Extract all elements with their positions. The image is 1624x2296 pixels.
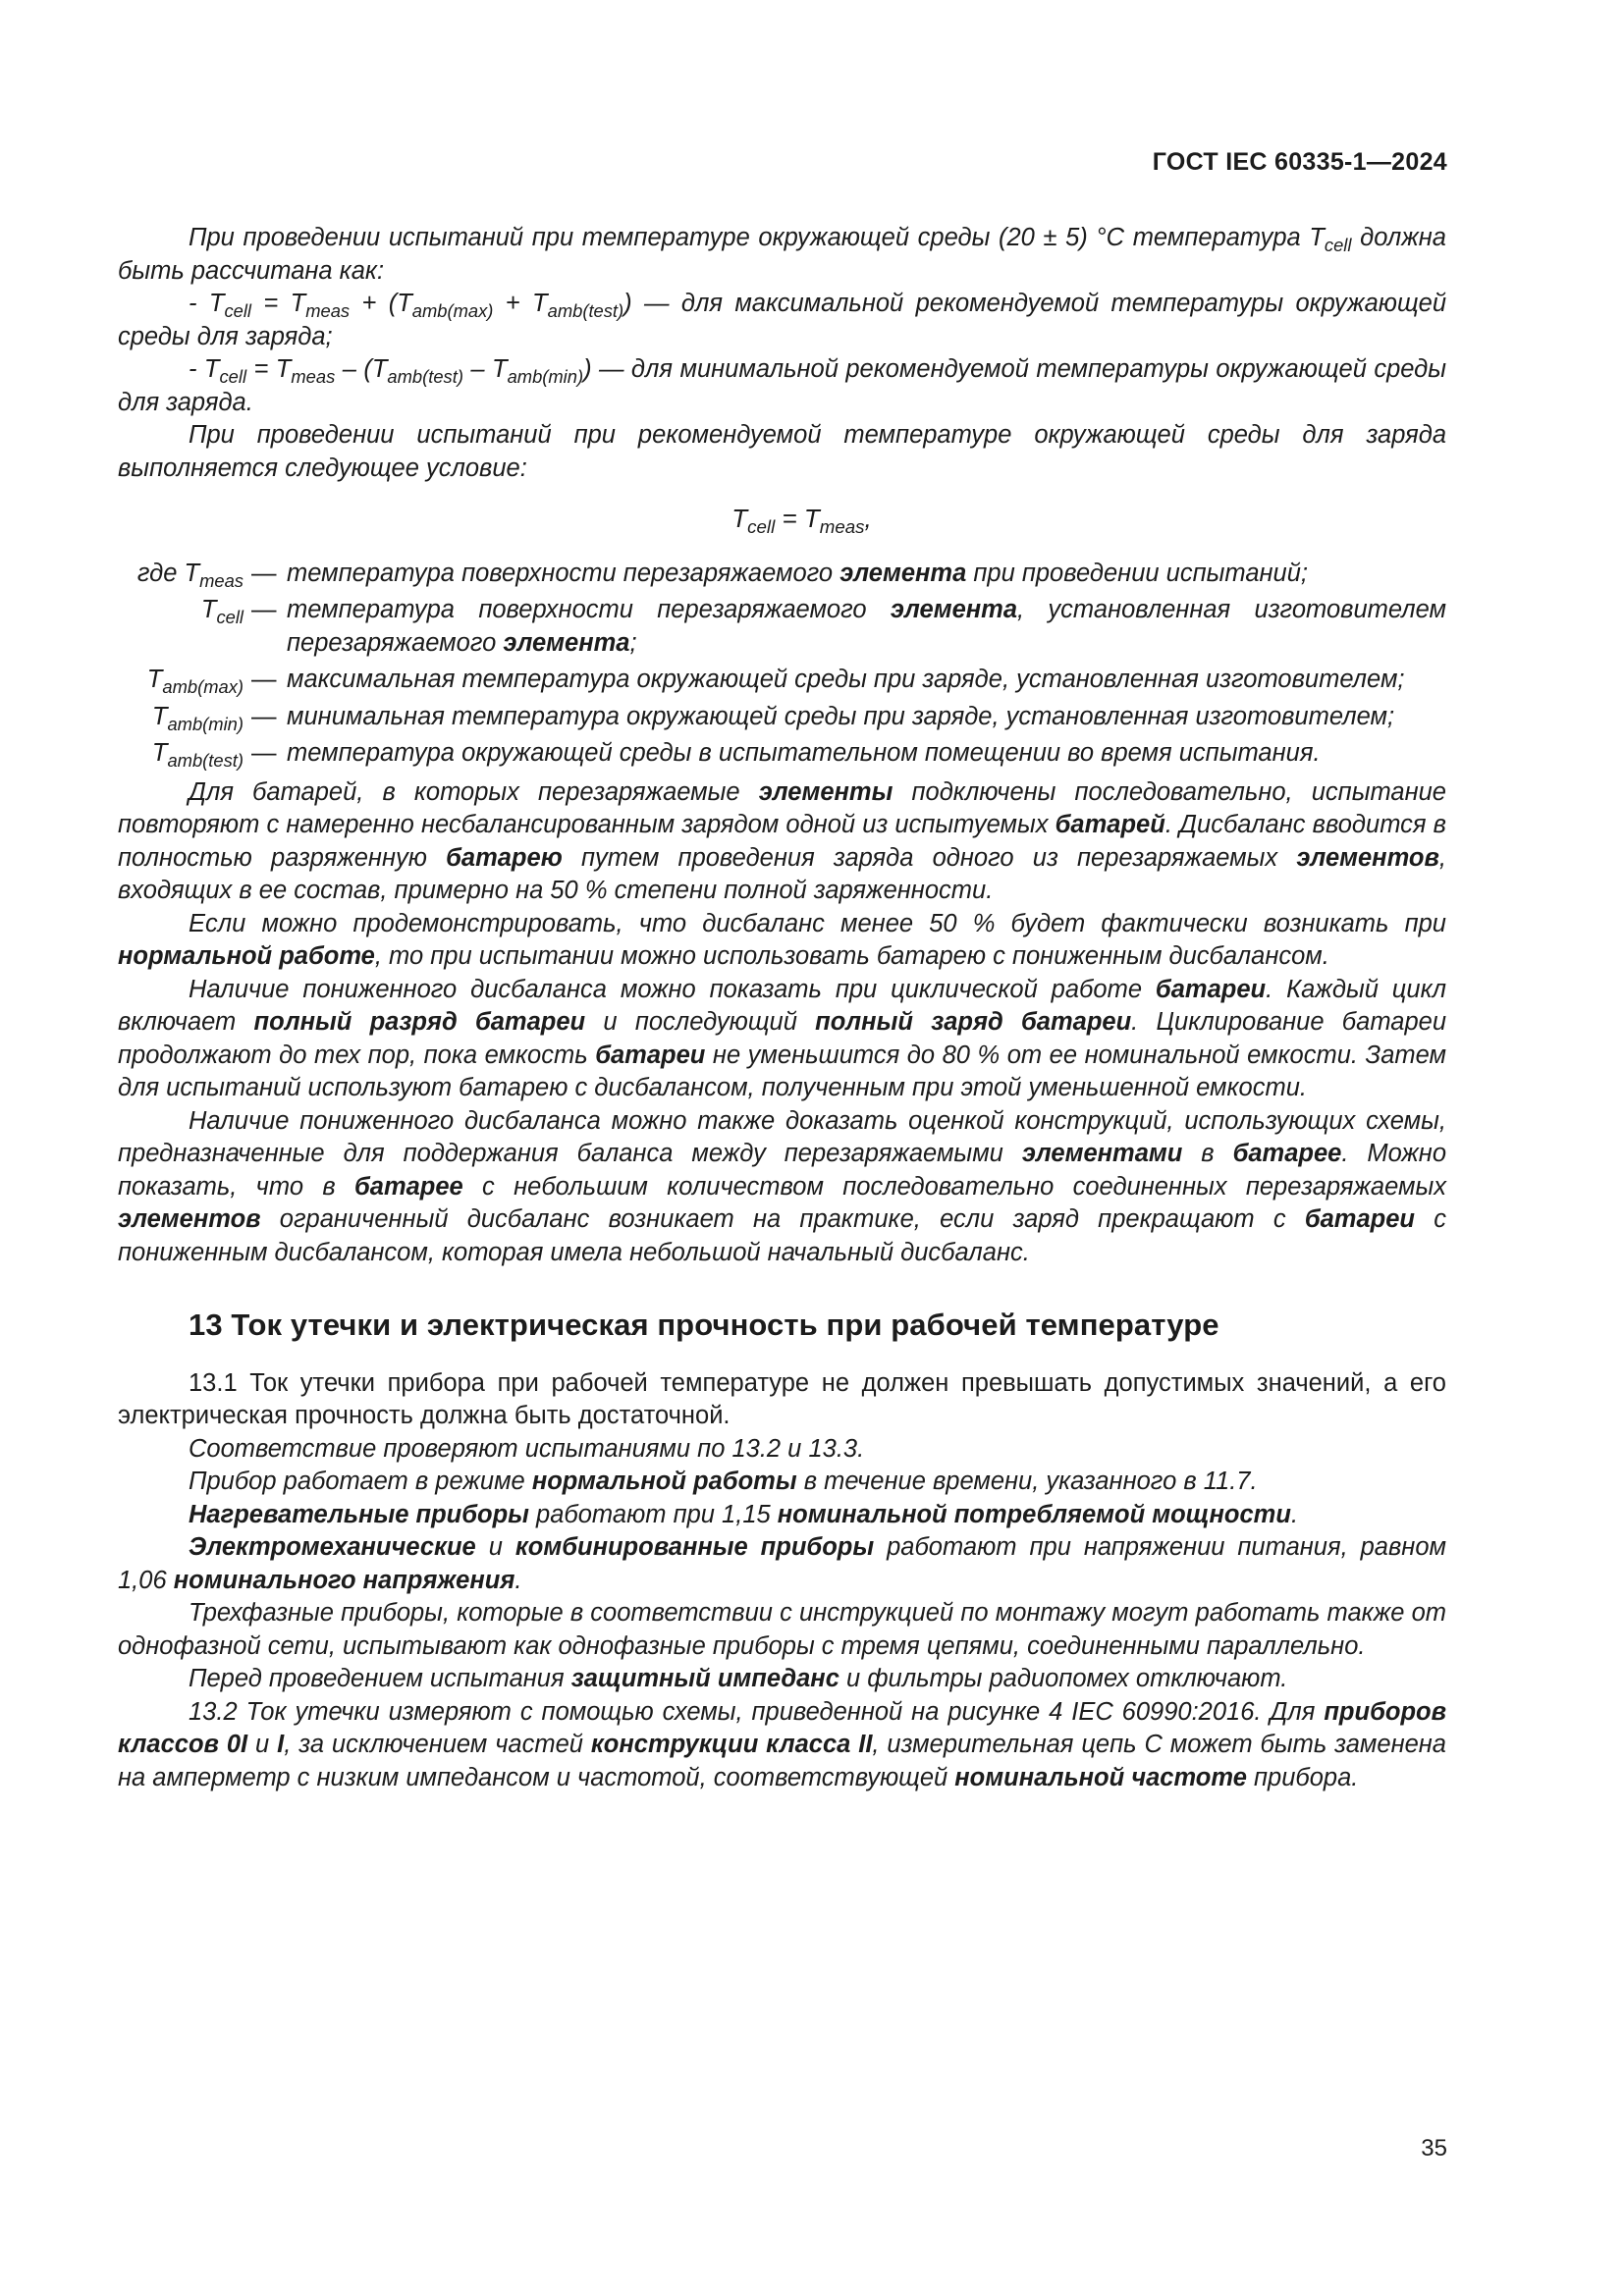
- text: температура поверхности перезаряжаемого: [287, 596, 891, 623]
- text: + T: [493, 290, 548, 317]
- definition-row: [118, 594, 1446, 660]
- text: + (T: [350, 290, 412, 317]
- term-bold: батарей: [1055, 811, 1165, 838]
- term-bold: элементов: [118, 1205, 261, 1233]
- definition-desc: [287, 558, 1446, 591]
- text: ;: [629, 628, 637, 657]
- text: и фильтры радиопомех отключают.: [839, 1665, 1288, 1692]
- text: ) — для максимальной рекомендуемой температуры окружающей среды для заряда;: [118, 290, 1447, 350]
- definition-dash: —: [251, 739, 277, 767]
- text: где T: [136, 559, 200, 587]
- subscript: amb(max): [162, 675, 244, 697]
- reduced-imbalance-paragraph: [118, 908, 1446, 974]
- text: T: [146, 666, 163, 693]
- text: прибора.: [1246, 1763, 1359, 1791]
- text: при проведении испытаний;: [966, 559, 1308, 587]
- text: Перед проведением испытания: [189, 1665, 571, 1692]
- text: и: [475, 1533, 515, 1561]
- text: , установленная изготовителем перезаряжаемого: [287, 596, 1446, 657]
- term-bold: приборов классов 0I: [118, 1697, 1446, 1758]
- text: работают при 1,15: [528, 1500, 778, 1528]
- subscript: amb(max): [411, 299, 494, 321]
- text: = T: [246, 355, 292, 383]
- compliance-paragraph: Соответствие проверяют испытаниями по 13.2 и 13.3.: [189, 1434, 865, 1463]
- text: . Каждый цикл включает: [118, 975, 1446, 1036]
- term-bold: нормальной работы: [531, 1468, 797, 1495]
- text: - T: [189, 290, 225, 317]
- text: , измерительная цепь С может быть заменена на амперметр с низким импедансом и частотой, соответствующей: [118, 1731, 1446, 1791]
- balance-design-paragraph: [118, 1105, 1446, 1270]
- clause-13-1: 13.1 Ток утечки прибора при рабочей температуре не должен превышать допустимых значений, а его электрическая прочность должна быть достаточной.: [118, 1368, 1446, 1429]
- subscript: cell: [747, 515, 776, 537]
- text: работают при напряжении питания, равном 1,06: [118, 1533, 1446, 1594]
- definition-term: [118, 558, 251, 591]
- term-bold: номинальной частоте: [954, 1763, 1247, 1791]
- term-bold: батареи: [595, 1041, 706, 1069]
- motor-paragraph: [118, 1531, 1446, 1597]
- term-bold: номинального напряжения: [173, 1566, 515, 1594]
- term-bold: полный заряд батареи: [815, 1008, 1132, 1036]
- term-bold: батарею: [446, 843, 563, 872]
- definition-list: [118, 558, 1446, 771]
- subscript: meas: [819, 515, 865, 537]
- term-bold: батарее: [353, 1172, 463, 1201]
- text: путем проведения заряда одного из перезаряжаемых: [562, 843, 1297, 872]
- text: , за исключением частей: [284, 1731, 591, 1758]
- definition-row: [118, 737, 1446, 771]
- subscript: meas: [291, 365, 336, 387]
- term-bold: защитный импеданс: [570, 1665, 839, 1692]
- intro-paragraph: [118, 222, 1446, 288]
- text: T: [731, 504, 748, 533]
- term-bold: элемента: [503, 628, 630, 657]
- subscript: cell: [224, 299, 251, 321]
- text: T: [151, 702, 168, 730]
- definition-row: [118, 701, 1446, 734]
- subscript: amb(test): [167, 749, 244, 771]
- term-bold: элементами: [1021, 1140, 1183, 1167]
- term-bold: элементов: [1296, 843, 1439, 872]
- text: должна быть рассчитана как:: [118, 224, 1446, 285]
- text: , входящих в ее состав, примерно на 50 % степени полной заряженности.: [118, 843, 1446, 904]
- term-bold: элемента: [890, 596, 1018, 623]
- term-bold: батарее: [1232, 1140, 1342, 1167]
- subscript: meas: [305, 299, 351, 321]
- section-heading: 13 Ток утечки и электрическая прочность при рабочей температуре: [189, 1308, 1219, 1342]
- standard-header: ГОСТ IEC 60335-1—2024: [1152, 148, 1447, 176]
- formula-item-min: [118, 353, 1446, 419]
- text: в течение времени, указанного в 11.7.: [796, 1468, 1258, 1495]
- subscript: amb(min): [167, 713, 244, 734]
- definition-term: [118, 664, 251, 697]
- subscript: meas: [199, 569, 244, 591]
- term-bold: батареи: [1304, 1205, 1415, 1233]
- text: Прибор работает в режиме: [189, 1468, 532, 1495]
- text: .: [1290, 1500, 1299, 1528]
- formula-item-max: [118, 288, 1446, 353]
- text: - T: [189, 355, 220, 383]
- term-bold: нормальной работе: [118, 942, 375, 970]
- definition-desc: температура окружающей среды в испытательном помещении во время испытания.: [287, 739, 1321, 767]
- text: с пониженным дисбалансом, которая имела небольшой начальный дисбаланс.: [118, 1205, 1446, 1266]
- text: = T: [775, 504, 820, 533]
- term-bold: комбинированные приборы: [514, 1533, 875, 1561]
- subscript: amb(test): [387, 365, 463, 387]
- subscript: cell: [1324, 234, 1352, 255]
- text: температура поверхности перезаряжаемого: [287, 559, 840, 587]
- text: и последующий: [585, 1008, 816, 1036]
- text: 13.2 Ток утечки измеряют с помощью схемы, приведенной на рисунке 4 IEC 60990:2016. Для: [189, 1697, 1325, 1726]
- text: T: [200, 596, 217, 623]
- subscript: amb(min): [507, 365, 584, 387]
- subscript: cell: [216, 606, 244, 627]
- term-bold: полный разряд батареи: [253, 1008, 586, 1036]
- definition-term: [118, 594, 251, 627]
- definition-dash: —: [251, 702, 277, 730]
- clause-13-2: [118, 1696, 1446, 1795]
- text: в: [1182, 1140, 1233, 1167]
- definition-dash: —: [251, 596, 277, 623]
- operation-paragraph: [118, 1466, 1446, 1499]
- text: . Можно показать, что в: [118, 1140, 1447, 1201]
- text: Если можно продемонстрировать, что дисбаланс менее 50 % будет фактически возникать при: [189, 909, 1446, 937]
- text: При проведении испытаний при температуре окружающей среды (20 ± 5) °С температура T: [189, 224, 1325, 251]
- definition-desc: минимальная температура окружающей среды при заряде, установленная изготовителем;: [287, 702, 1395, 730]
- term-bold: конструкции класса II: [590, 1731, 873, 1758]
- subscript: cell: [219, 365, 247, 387]
- text: ограниченный дисбаланс возникает на практике, если заряд прекращают с: [260, 1205, 1305, 1233]
- definition-desc: максимальная температура окружающей среды при заряде, установленная изготовителем;: [287, 666, 1405, 693]
- impedance-paragraph: [118, 1663, 1446, 1696]
- text: с небольшим количеством последовательно соединенных перезаряжаемых: [462, 1172, 1447, 1201]
- term-bold: Электромеханические: [189, 1533, 476, 1561]
- text: T: [151, 739, 168, 767]
- definition-term: [118, 737, 251, 771]
- term-bold: элемента: [839, 559, 967, 587]
- term-bold: I: [277, 1731, 285, 1758]
- term-bold: элементы: [758, 777, 893, 806]
- term-bold: Нагревательные приборы: [189, 1500, 529, 1528]
- text: ) — для минимальной рекомендуемой температуры окружающей среды для заряда.: [118, 355, 1447, 416]
- text: и: [247, 1731, 278, 1758]
- text: , то при испытании можно использовать батарею с пониженным дисбалансом.: [374, 942, 1329, 970]
- page-content: [118, 222, 1446, 1794]
- subscript: amb(test): [547, 299, 624, 321]
- battery-imbalance-paragraph: [118, 776, 1446, 908]
- page-number: 35: [1421, 2135, 1447, 2162]
- three-phase-paragraph: Трехфазные приборы, которые в соответствии с инструкцией по монтажу могут работать также от однофазной сети, испытывают как однофазные приборы с тремя цепями, соединенными параллельно.: [118, 1599, 1446, 1660]
- condition-paragraph: При проведении испытаний при рекомендуемой температуре окружающей среды для заряда выполняется следующее условие:: [118, 421, 1446, 482]
- definition-dash: —: [251, 666, 277, 693]
- formula-tcell: [118, 503, 1446, 536]
- definition-desc: [287, 594, 1446, 660]
- term-bold: батареи: [1155, 975, 1267, 1003]
- text: Для батарей, в которых перезаряжаемые: [189, 777, 759, 806]
- definition-row: [118, 664, 1446, 697]
- heating-paragraph: [118, 1499, 1446, 1532]
- text: подключены последовательно, испытание повторяют с намеренно несбалансированным зарядом одной из испытуемых: [118, 777, 1446, 838]
- text: Наличие пониженного дисбаланса можно также доказать оценкой конструкций, использующих схемы, предназначенные для поддержания баланса между перезаряжаемыми: [118, 1106, 1446, 1167]
- text: . Дисбаланс вводится в полностью разряженную: [118, 811, 1446, 872]
- text: . Циклирование батареи продолжают до тех пор, пока емкость: [118, 1008, 1447, 1069]
- text: Наличие пониженного дисбаланса можно показать при циклической работе: [189, 975, 1156, 1003]
- definition-dash: —: [251, 559, 277, 587]
- cycling-paragraph: [118, 974, 1446, 1105]
- text: = T: [251, 290, 306, 317]
- text: .: [514, 1566, 522, 1594]
- text: – T: [462, 355, 508, 383]
- text: не уменьшится до 80 % от ее номинальной емкости. Затем для испытаний используют батарею с дисбалансом, полученным при этой уменьшенной емкости.: [118, 1041, 1446, 1101]
- text: ,: [864, 504, 872, 533]
- text: – (T: [335, 355, 388, 383]
- definition-row: [118, 558, 1446, 591]
- term-bold: номинальной потребляемой мощности: [777, 1500, 1291, 1528]
- definition-term: [118, 701, 251, 734]
